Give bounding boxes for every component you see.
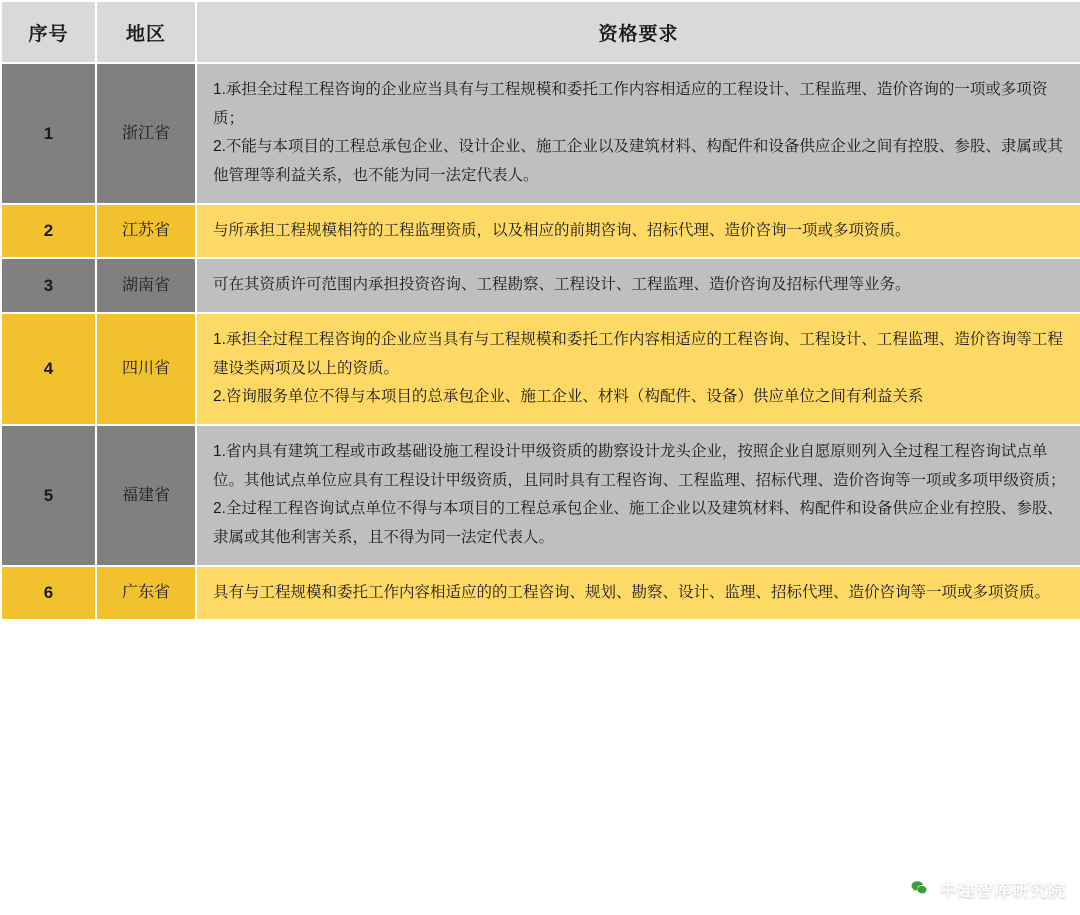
requirement-line: 2.咨询服务单位不得与本项目的总承包企业、施工企业、材料（构配件、设备）供应单位之间有利益关系 bbox=[213, 388, 924, 406]
wechat-account-icon bbox=[906, 875, 932, 901]
requirement-line: 1.承担全过程工程咨询的企业应当具有与工程规模和委托工作内容相适应的工程咨询、工程设计、工程监理、造价咨询等工程建设类两项及以上的资质。 bbox=[213, 331, 1063, 377]
table-row bbox=[1, 313, 1080, 425]
row-requirements bbox=[196, 63, 1080, 204]
row-region: 湖南省 bbox=[96, 258, 196, 313]
row-requirements bbox=[196, 313, 1080, 425]
row-region: 福建省 bbox=[96, 425, 196, 566]
row-index: 5 bbox=[1, 425, 96, 566]
requirement-line: 具有与工程规模和委托工作内容相适应的的工程咨询、规划、勘察、设计、监理、招标代理、造价咨询等一项或多项资质。 bbox=[213, 583, 1051, 601]
row-region: 浙江省 bbox=[96, 63, 196, 204]
row-requirements bbox=[196, 566, 1080, 621]
table-body bbox=[1, 63, 1080, 620]
column-header-requirements: 资格要求 bbox=[196, 1, 1080, 63]
row-index: 3 bbox=[1, 258, 96, 313]
requirement-line: 1.承担全过程工程咨询的企业应当具有与工程规模和委托工作内容相适应的工程设计、工程监理、造价咨询的一项或多项资质； bbox=[213, 81, 1048, 127]
requirement-line: 1.省内具有建筑工程或市政基础设施工程设计甲级资质的勘察设计龙头企业，按照企业自愿原则列入全过程工程咨询试点单位。其他试点单位应具有工程设计甲级资质，且同时具有工程咨询、工程监理、招标代理、造价咨询等一项或多项甲级资质； bbox=[213, 443, 1066, 489]
row-requirements bbox=[196, 425, 1080, 566]
row-index: 6 bbox=[1, 566, 96, 621]
requirement-line: 2.不能与本项目的工程总承包企业、设计企业、施工企业以及建筑材料、构配件和设备供应企业之间有控股、参股、隶属或其他管理等利益关系，也不能为同一法定代表人。 bbox=[213, 138, 1063, 185]
row-index: 4 bbox=[1, 313, 96, 425]
column-header-region: 地区 bbox=[96, 1, 196, 63]
table-row bbox=[1, 425, 1080, 566]
requirement-line: 2.全过程工程咨询试点单位不得与本项目的工程总承包企业、施工企业以及建筑材料、构配件和设备供应企业有控股、参股、隶属或其他利害关系，且不得为同一法定代表人。 bbox=[213, 500, 1063, 547]
row-index: 2 bbox=[1, 204, 96, 259]
watermark-text: 中建智库研究院 bbox=[940, 880, 1066, 900]
table-header bbox=[1, 1, 1080, 63]
table-row bbox=[1, 63, 1080, 204]
row-region: 广东省 bbox=[96, 566, 196, 621]
row-requirements bbox=[196, 258, 1080, 313]
row-region: 江苏省 bbox=[96, 204, 196, 259]
table-row bbox=[1, 258, 1080, 313]
watermark bbox=[906, 875, 1066, 901]
requirement-line: 可在其资质许可范围内承担投资咨询、工程勘察、工程设计、工程监理、造价咨询及招标代理等业务。 bbox=[213, 276, 911, 294]
column-header-index: 序号 bbox=[1, 1, 96, 63]
table-row bbox=[1, 566, 1080, 621]
row-region: 四川省 bbox=[96, 313, 196, 425]
row-requirements bbox=[196, 204, 1080, 259]
table-row bbox=[1, 204, 1080, 259]
table-header-row bbox=[1, 1, 1080, 63]
row-index: 1 bbox=[1, 63, 96, 204]
requirement-line: 与所承担工程规模相符的工程监理资质，以及相应的前期咨询、招标代理、造价咨询一项或多项资质。 bbox=[213, 221, 911, 239]
